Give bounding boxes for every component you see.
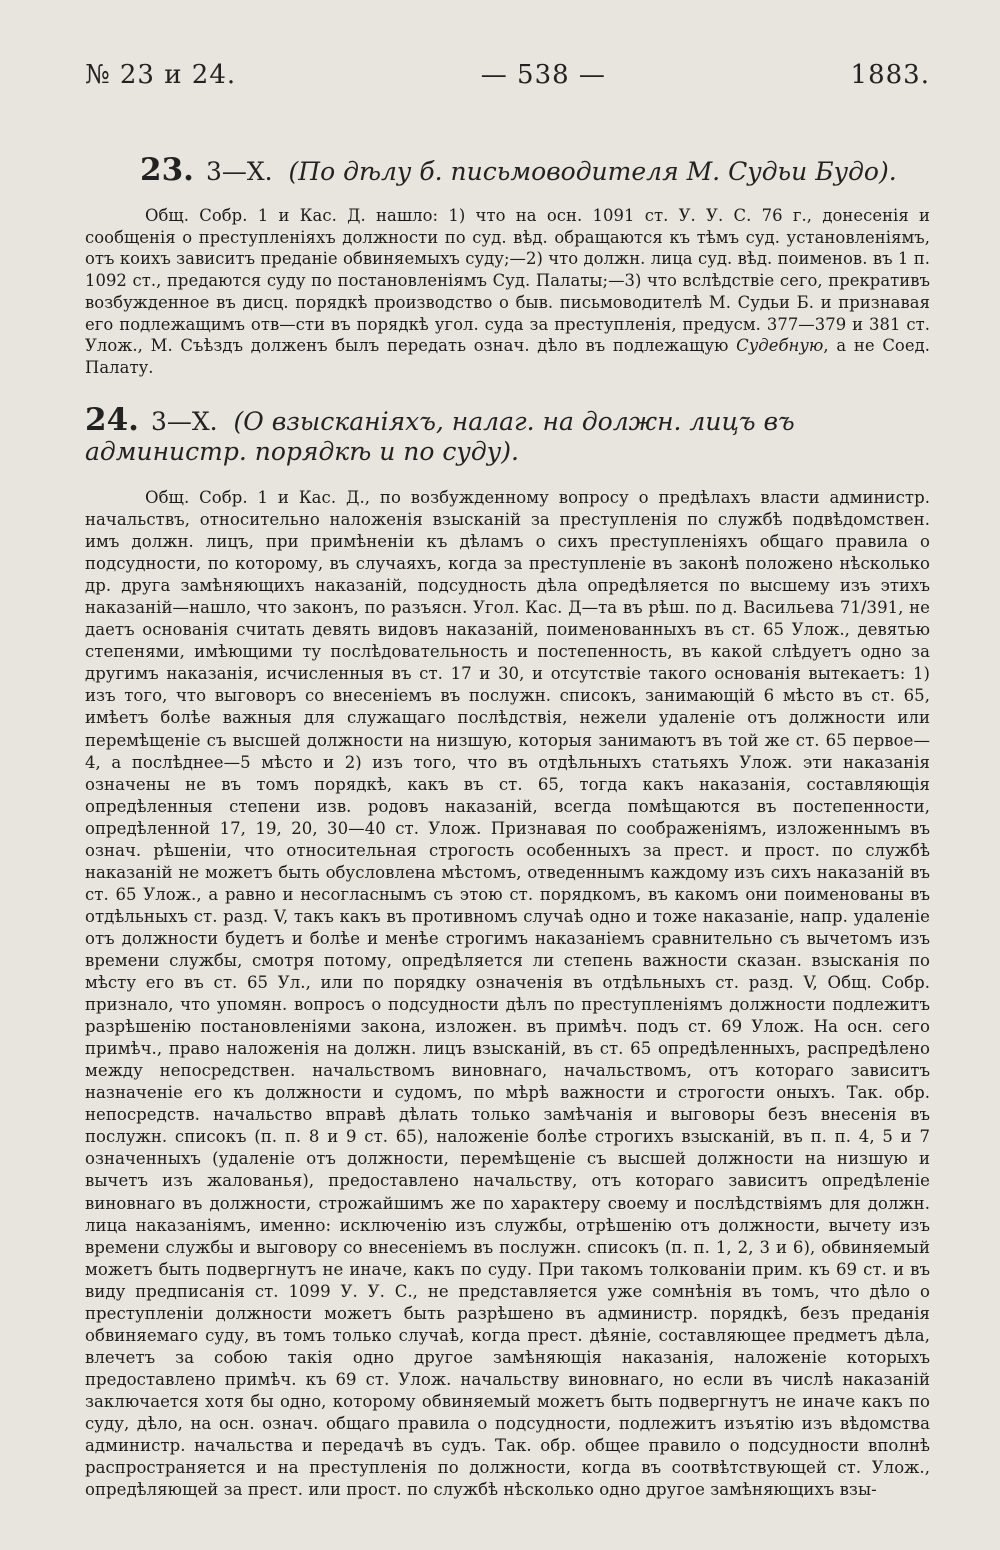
section-24-body — [85, 487, 930, 1501]
section-23-body — [85, 205, 930, 379]
page-number: — 538 — — [480, 60, 606, 90]
page-header — [85, 60, 930, 90]
section-subject: (По дѣлу б. письмоводителя М. Судьи Будо). — [288, 157, 897, 186]
issue-number: № 23 и 24. — [85, 60, 237, 90]
section-23-heading — [140, 152, 930, 188]
section-date: 3—X. — [150, 407, 218, 436]
section-number: 24. — [85, 402, 139, 438]
italic-word: Судебную — [736, 336, 824, 356]
section-date: 3—X. — [205, 157, 273, 186]
section-subject: (О взысканіяхъ, налаг. на должн. лицъ въ администр. порядкѣ и по суду). — [85, 407, 795, 466]
paragraph: Общ. Собр. 1 и Кас. Д., по возбужденному вопросу о предѣлахъ власти администр. начальствъ, относительно наложенія взысканій за преступленія по службѣ подвѣдомствен. имъ должн. лицъ, при примѣненіи къ дѣламъ о сихъ преступленіяхъ общаго правила о подсудности, по которому, въ случаяхъ, когда за преступленіе въ законѣ положено нѣсколько др. друга замѣняющихъ наказаній, подсудность дѣла опредѣляется по высшему изъ этихъ наказаній—нашло, что законъ, по разъясн. Угол. Кас. Д—та въ рѣш. по д. Васильева 71/391, не даетъ основанія считать девять видовъ наказаній, поименованныхъ въ ст. 65 Улож., девятью степенями, имѣющими ту послѣдовательность и постепенность, въ какой слѣдуетъ одно за другимъ наказанія, исчисленныя въ ст. 17 и 30, и отсутствіе такого основанія вытекаетъ: 1) изъ того, что выговоръ со внесеніемъ въ послужн. списокъ, занимающій 6 мѣсто въ ст. 65, имѣетъ болѣе важныя для служащаго послѣдствія, нежели удаленіе отъ должности или перемѣщеніе съ высшей должности на низшую, которыя занимаютъ въ той же ст. 65 первое—4, а послѣднее—5 мѣсто и 2) изъ того, что въ отдѣльныхъ статьяхъ Улож. эти наказанія означены не въ томъ порядкѣ, какъ въ ст. 65, тогда какъ наказанія, составляющія опредѣленныя степени изв. родовъ наказаній, всегда помѣщаются въ постепенности, опредѣленной 17, 19, 20, 30—40 ст. Улож. Признавая по соображеніямъ, изложеннымъ въ означ. рѣшеніи, что относительная строгость особенныхъ за прест. и прост. по службѣ наказаній не можетъ быть обусловлена мѣстомъ, отведеннымъ каждому изъ сихъ наказаній въ ст. 65 Улож., а равно и несогласнымъ съ этою ст. порядкомъ, въ какомъ они поименованы въ отдѣльныхъ ст. разд. V, такъ какъ въ противномъ случаѣ одно и тоже наказаніе, напр. удаленіе отъ должности будетъ и болѣе и менѣе строгимъ наказаніемъ сравнительно съ вычетомъ изъ времени службы, смотря потому, опредѣляется ли степень важности сказан. взысканія по мѣсту его въ ст. 65 Ул., или по порядку означенія въ отдѣльныхъ ст. разд. V, Общ. Собр. признало, что упомян. вопросъ о подсудности дѣлъ по преступленіямъ должности подлежитъ разрѣшенію постановленіями закона, изложен. въ примѣч. подъ ст. 69 Улож. На осн. сего примѣч., право наложенія на должн. лицъ взысканій, въ ст. 65 опредѣленныхъ, распредѣлено между непосредствен. начальствомъ виновнаго, начальствомъ, отъ котораго зависитъ назначеніе его къ должности и судомъ, по мѣрѣ важности и строгости оныхъ. Так. обр. непосредств. начальство вправѣ дѣлать только замѣчанія и выговоры безъ внесенія въ послужн. списокъ (п. п. 8 и 9 ст. 65), наложеніе болѣе строгихъ взысканій, въ п. п. 4, 5 и 7 означенныхъ (удаленіе отъ должности, перемѣщеніе съ высшей должности на низшую и вычетъ изъ жалованья), предоставлено начальству, отъ котораго зависитъ опредѣленіе виновнаго въ должности, строжайшимъ же по характеру своему и послѣдствіямъ для должн. лица наказаніямъ, именно: исключенію изъ службы, отрѣшенію отъ должности, вычету изъ времени службы и выговору со внесеніемъ въ послужн. списокъ (п. п. 1, 2, 3 и 6), обвиняемый можетъ быть подвергнутъ не иначе, какъ по суду. При такомъ толкованіи прим. къ 69 ст. и въ виду предписанія ст. 1099 У. У. С., не представляется уже сомнѣнія въ томъ, что дѣло о преступленіи должности можетъ быть разрѣшено въ администр. порядкѣ, безъ преданія обвиняемаго суду, въ томъ только случаѣ, когда прест. дѣяніе, составляющее предметъ дѣла, влечетъ за собою такія одно другое замѣняющія наказанія, наложеніе которыхъ предоставлено примѣч. къ 69 ст. Улож. начальству виновнаго, но если въ числѣ наказаній заключается хотя бы одно, которому обвиняемый можетъ быть подвергнутъ не иначе какъ по суду, дѣло, на осн. означ. общаго правила о подсудности, подлежитъ изъятію изъ вѣдомства администр. начальства и передачѣ въ судъ. Так. обр. общее правило о подсудности вполнѣ распространяется и на преступленія по должности, когда въ соотвѣтствующей ст. Улож., опредѣляющей за прест. или прост. по службѣ нѣсколько одно другое замѣняющихъ взы- — [85, 488, 930, 1500]
paragraph-text-end: , а не Соед. Палату. — [85, 336, 931, 377]
paragraph — [85, 205, 930, 379]
paragraph-text: Общ. Собр. 1 и Кас. Д. нашло: 1) что на осн. 1091 ст. У. У. С. 76 г., донесенія и сообщенія о преступленіяхъ должности по суд. вѣд. обращаются къ тѣмъ суд. установленіямъ, отъ коихъ зависитъ преданіе обвиняемыхъ суду;—2) что должн. лица суд. вѣд. поименов. въ 1 п. 1092 ст., предаются суду по постановленіямъ Суд. Палаты;—3) что вслѣдствіе сего, прекративъ возбужденное въ дисц. порядкѣ производство о быв. письмоводителѣ М. Судьи Б. и признавая его подлежащимъ отв—сти въ порядкѣ угол. суда за преступленія, предусм. 377—379 и 381 ст. Улож., М. Съѣздъ долженъ былъ передать означ. дѣло въ подлежащую — [85, 206, 930, 356]
year: 1883. — [850, 60, 930, 90]
section-number: 23. — [140, 152, 194, 188]
section-24-heading — [85, 402, 930, 467]
